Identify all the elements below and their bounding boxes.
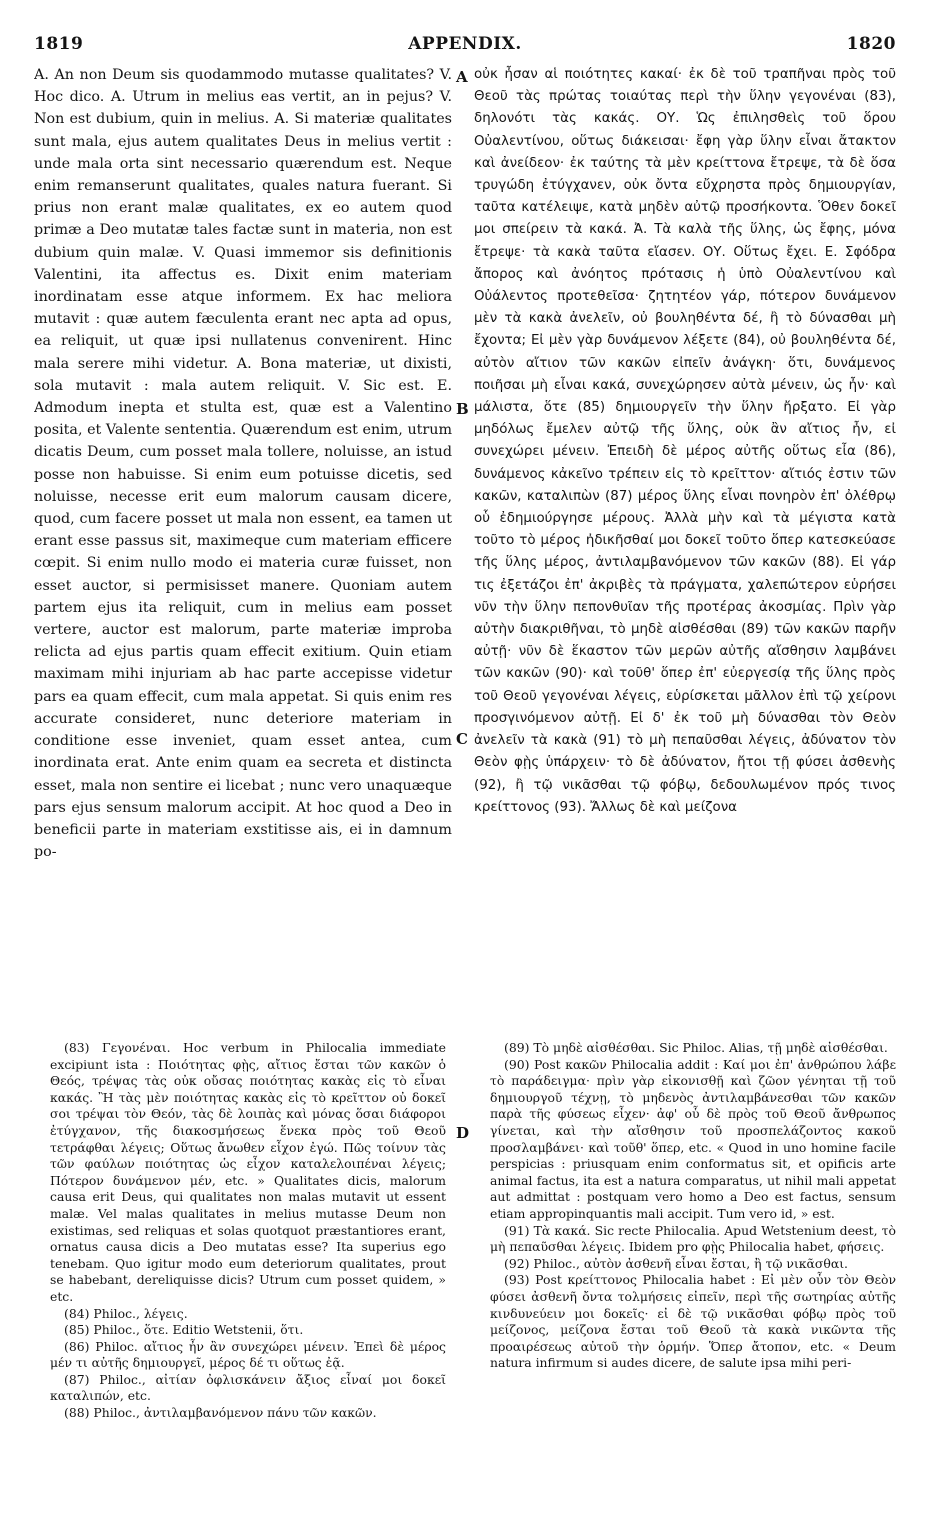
footnote: (85) Philoc., ὅτε. Editio Wetstenii, ὅτι. <box>64 1322 304 1338</box>
greek-column <box>474 64 896 1032</box>
footnotes-right <box>490 1040 896 1518</box>
footnote: (93) Post κρείττονος Philocalia habet : Εἰ μὲν οὖν τὸν Θεὸν φύσει ἀσθενῆ ὄντα τολμήσεις εἰπεῖν, περὶ τῆς σωτηρίας αὐτῆς κινδυνεύειν μοι δοκεῖς· εἰ δὲ τῷ νικᾶσθαι φόβῳ πρὸς τοῦ μείζονος, μείζονα ἔσται τοῦ Θεοῦ τὰ κακὰ νικῶντα τῆς προαιρέσεως αὐτοῦ τὴν ὁρμήν. Ὅπερ ἄτοπον, etc. « Deum natura infirmum si audes dicere, de salute ipsa mihi peri- <box>490 1272 896 1371</box>
greek-text: οὐκ ἦσαν αἱ ποιότητες κακαί· ἐκ δὲ τοῦ τραπῆναι πρὸς τοῦ Θεοῦ τὰς πρώτας τοιαύτας περὶ τὴν ὕλην γεγονέναι (83), δηλονότι τὰς κακάς. ΟΥ. Ὡς ἐπιλησθεὶς τοῦ ὅρου Οὐαλεντίνου, οὕτως διάκεισαι· ἔφη γὰρ ὕλην εἶναι ἄτακτον καὶ ἀνείδεον· ἐκ ταύτης τὰ μὲν κρείττονα ἔτρεψε, τὰ δὲ ὅσα τρυγώδη ἐτύγχανεν, οὐκ ὄντα εὔχρηστα πρὸς δημιουργίαν, ταῦτα κατέλειψε, κατὰ μηδὲν αὐτῷ προσήκοντα. Ὅθεν δοκεῖ μοι σπείρειν τὰ κακά. Ἀ. Τὰ καλὰ τῆς ὕλης, ὡς ἔφης, μόνα ἔτρεψε· τὰ κακὰ ταῦτα εἴασεν. ΟΥ. Οὕτως ἔχει. Ε. Σφόδρα ἄπορος καὶ ἀνόητος πρότασις ἡ ὑπὸ Οὐαλεντίνου καὶ Οὐάλεντος προτεθεῖσα· ζητητέον γάρ, πότερον δυνάμενον μὲν τὰ κακὰ ἀνελεῖν, οὐ βουληθέντα δέ, ἢ τὸ δύνασθαι μὴ ἔχοντα; Εἰ μὲν γὰρ δυνάμενον λέξετε (84), οὐ βουληθέντα δέ, αὐτὸν αἴτιον τῶν κακῶν εἰπεῖν ἀνάγκη· ὅτι, δυνάμενος ποιῆσαι μὴ εἶναι κακά, συνεχώρησεν αὐτὰ μένειν, ὡς ἦν· καὶ μάλιστα, ὅτε (85) δημιουργεῖν τὴν ὕλην ἤρξατο. Εἰ γὰρ μηδόλως ἔμελεν αὐτῷ τῆς ὕλης, οὐκ ἂν αἴτιος ἦν, εἰ συνεχώρει μένειν. Ἐπειδὴ δὲ μέρος αὐτῆς οὕτως εἶα (86), δυνάμενος κἀκεῖνο τρέπειν εἰς τὸ κρεῖττον· αἴτιός ἐστιν τῶν κακῶν, καταλιπὼν (87) μέρος ὕλης εἶναι πονηρὸν ἐπ' ὀλέθρῳ οὗ ἐδημιούργησε μέρους. Ἀλλὰ μὴν καὶ τὰ μέγιστα κατὰ τοῦτο τὸ μέρος ἠδικῆσθαί μοι δοκεῖ τοῦτο ὅπερ κατεσκεύασε τῆς ὕλης μέρος, ἀντιλαμβανόμενον τῶν κακῶν (88). Εἰ γάρ τις ἐξετάζοι ἐπ' ἀκριβὲς τὰ πράγματα, χαλεπώτερον εὑρήσει νῦν τὴν ὕλην πεπονθυῖαν τῆς προτέρας ἀκοσμίας. Πρὶν γὰρ αὐτὴν διακριθῆναι, τὸ μηδὲ αἰσθέσθαι (89) τῶν κακῶν παρῆν αὐτῇ· νῦν δὲ ἕκαστον τῶν μερῶν αὐτῆς αἴσθησιν λαμβάνει τῶν κακῶν (90)· καὶ τοῦθ' ὅπερ ἐπ' εὐεργεσίᾳ τῆς ὕλης πρὸς τοῦ Θεοῦ γεγονέναι λέγεις, εὑρίσκεται μᾶλλον ἐπὶ τῷ χείρονι προσγινόμενον αὐτῇ. Εἰ δ' ἐκ τοῦ μὴ δύνασθαι τὸν Θεὸν ἀνελεῖν τὰ κακὰ (91) τὸ μὴ πεπαῦσθαι λέγεις, ἀδύνατον τὸν Θεὸν φῂς ὑπάρχειν· τὸ δὲ ἀδύνατον, ἤτοι τῇ φύσει ἀσθενὴς (92), ἢ τῷ νικᾶσθαι τῷ φόβῳ, δεδουλωμένον πρός τινος κρείττονος (93). Ἄλλως δὲ καὶ μείζονα <box>474 67 896 815</box>
page-number-left: 1819 <box>34 34 84 54</box>
footnote: (87) Philoc., αἰτίαν ὀφλισκάνειν ἄξιος εἶναί μοι δοκεῖ καταλιπών, etc. <box>50 1371 446 1404</box>
footnote: (86) Philoc. αἴτιος ἦν ἂν συνεχώρει μένειν. Ἐπεὶ δὲ μέρος μέν τι αὐτῆς δημιουργεῖ, μέρος δέ τι οὕτως ἐᾷ. <box>50 1338 446 1371</box>
footnote: (83) Γεγονέναι. Hoc verbum in Philocalia immediate excipiunt ista : Ποιότητας φῂς, αἴτιος ἔσται τῶν κακῶν ὁ Θεός, τρέψας τὰς οὐκ οὔσας ποιότητας κακὰς εἰς τὸ εἶναι κακάς. Ἢ τὰς μὲν ποιότητας κακὰς εἰς τὸ κρεῖττον οὐ δοκεῖ σοι τρέψαι τὸν Θεόν, τὰς δὲ λοιπὰς καὶ μόνας ὅσαι διάφοροι ἐτύγχανον, τῆς διακοσμήσεως ἕνεκα πρὸς τοῦ Θεοῦ τετράφθαι λέγεις; Οὕτως ἄνωθεν εἶχον ἐγώ. Πῶς τοίνυν τὰς τῶν φαύλων ποιότητας ὡς εἶχον καταλελοιπέναι λέγεις; Πότερον δυνάμενον μέν, etc. » Qualitates dicis, malorum causa erit Deus, qui qualitates non malas mutavit ut essent malæ. Vel malas qualitates in melius mutasse Deum non existimas, sed reliquas et solas quotquot præstantiores erant, ornatus causa dicis a Deo mutatas esse? Ita superius ego tenebam. Quo igitur modo eum deteriorum qualitates, prout se habebant, dereliquisse dicis? Utrum cum posset quidem, » etc. <box>50 1040 446 1304</box>
margin-letters <box>456 64 472 1464</box>
page-number-right: 1820 <box>846 34 896 54</box>
footnote: (88) Philoc., ἀντιλαμβανόμενον πάνυ τῶν κακῶν. <box>64 1405 377 1421</box>
running-title: APPENDIX. <box>408 34 522 54</box>
latin-text: A. An non Deum sis quodammodo mutasse qualitates? V. Hoc dico. A. Utrum in melius eas vertit, an in pejus? V. Non est dubium, quin in melius. A. Si materiæ qualitates sunt mala, ejus autem qualitates Deus in melius vertit : unde mala orta sint necessario quærendum est. Neque enim remanserunt qualitates, quales natura fuerant. Si prius non erant malæ qualitates, ex eo autem quod primæ a Deo mutatæ tales factæ sunt in materia, non est dubium quin malæ. V. Quasi immemor sis definitionis Valentini, ita affectus es. Dixit enim materiam inordinatam esse atque informem. Ex hac meliora mutavit : quæ autem fæculenta erant nec apta ad opus, ea reliquit, ut quæ ipsi nullatenus convenirent. Hinc mala serere mihi videtur. A. Bona materiæ, ut dixisti, sola mutavit : mala autem reliquit. V. Sic est. E. Admodum inepta et stulta est, quæ est a Valentino posita, et Valente sententia. Quærendum est enim, utrum dicatis Deum, cum posset mala tollere, noluisse, an istud posse non habuisse. Si enim eum potuisse dicetis, sed noluisse, necesse erit eum malorum causam dicere, quod, cum facere posset ut mala non essent, ea tamen ut erant esse passus sit, maximeque cum materiam efficere cœpit. Si enim nullo modo ei materia curæ fuisset, non esset auctor, si permisisset manere. Quoniam autem partem ejus ita reliquit, cum in melius eam posset vertere, auctor est malorum, parte materiæ improba relicta ad ejus partis quam effecit exitium. Quin etiam maximam mihi injuriam ab hac parte accepisse videtur pars ea quam effecit, cum mala appetat. Si quis enim res accurate consideret, nunc deteriore materiam in conditione esse inveniet, quam esset antea, cum inordinata erat. Ante enim quam ea secreta et distincta esset, mala non sentire ei licebat ; nunc vero unaquæque pars ejus sensum malorum accipit. At hoc quod a Deo in beneficii parte in materiam exstitisse ais, ei in damnum po- <box>34 67 452 861</box>
footnote: (84) Philoc., λέγεις. <box>64 1305 188 1321</box>
footnote: (92) Philoc., αὐτὸν ἀσθενῆ εἶναι ἔσται, ἢ τῷ νικᾶσθαι. <box>504 1255 848 1271</box>
footnote: (90) Post κακῶν Philocalia addit : Καί μοι ἐπ' ἀνθρώπου λάβε τὸ παράδειγμα· πρὶν γὰρ εἰκονισθῇ καὶ ζῶον γένηται τῇ τοῦ δημιουργοῦ τέχνῃ, τὸ μηδενὸς ἀντιλαμβάνεσθαι τῶν κακῶν παρὰ τῆς φύσεως εἶχεν· ἀφ' οὗ δὲ πρὸς τοῦ Θεοῦ ἄνθρωπος γίνεται, καὶ τὴν αἴσθησιν τοῦ προσπελάζοντος κακοῦ προσλαμβάνει· καὶ τοῦθ' ὅπερ, etc. « Quod in uno homine facile perspicias : priusquam enim conformatus sit, et opificis arte animal factus, ita est a natura comparatus, ut nihil mali appetat aut admittat : postquam vero homo a Deo est factus, sensum etiam appropinquantis mali accipit. Tum vero id, » est. <box>490 1056 896 1221</box>
margin-letter-d: D <box>456 1124 470 1142</box>
footnotes-left <box>50 1040 446 1518</box>
latin-column <box>34 64 452 1032</box>
margin-letter-c: C <box>456 730 468 748</box>
margin-letter-a: A <box>456 68 468 86</box>
margin-letter-b: B <box>456 400 469 418</box>
footnote: (89) Τὸ μηδὲ αἰσθέσθαι. Sic Philoc. Alias, τῇ μηδὲ αἰσθέσθαι. <box>504 1040 888 1055</box>
running-header <box>34 34 896 60</box>
footnote: (91) Τὰ κακά. Sic recte Philocalia. Apud Wetstenium deest, τὸ μὴ πεπαῦσθαι λέγεις. Ibidem pro φῂς Philocalia habet, φήσεις. <box>490 1222 896 1255</box>
